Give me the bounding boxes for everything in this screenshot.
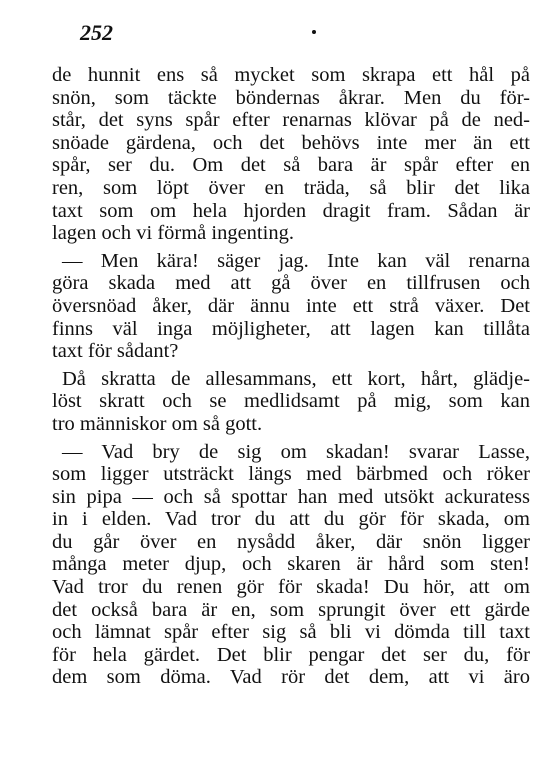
- text-line: som ligger utsträckt längs med bärbmed och röker: [52, 463, 530, 486]
- print-speck: [312, 30, 316, 34]
- text-line: sin pipa — och så spottar han med utsökt ackuratess: [52, 485, 530, 508]
- text-line: och lämnat spår efter sig så bli vi dömda till taxt: [52, 621, 530, 644]
- text-line: de hunnit ens så mycket som skrapa ett hål på: [52, 64, 530, 86]
- text-line: snöade gärdena, och det behövs inte mer än ett: [52, 131, 530, 154]
- text-line: det också bara är en, som sprungit över ett gärde: [52, 598, 530, 621]
- text-line: — Vad bry de sig om skadan! svarar Lasse,: [62, 440, 530, 463]
- text-line: snön, som täckte böndernas åkrar. Men du för-: [52, 86, 530, 109]
- body-text: [52, 64, 530, 689]
- text-line: löst skratt och se medlidsamt på mig, som kan: [52, 390, 530, 413]
- text-line: lagen och vi förmå ingenting.: [52, 222, 294, 245]
- text-line: står, det syns spår efter renarnas klövar på de ned-: [52, 109, 530, 132]
- text-line: taxt som om hela hjorden dragit fram. Sådan är: [52, 199, 530, 222]
- text-line: översnöad åker, där ännu inte ett strå växer. Det: [52, 294, 530, 317]
- text-line: spår, ser du. Om det så bara är spår efter en: [52, 154, 530, 177]
- text-line: taxt för sådant?: [52, 340, 179, 363]
- text-line: tro människor om så gott.: [52, 412, 263, 435]
- text-line: in i elden. Vad tror du att du gör för skada, om: [52, 508, 530, 531]
- text-line: dem som döma. Vad rör det dem, att vi äro: [52, 666, 530, 689]
- text-line: ren, som löpt över en träda, så blir det lika: [52, 176, 530, 199]
- text-line: — Men kära! säger jag. Inte kan väl renarna: [62, 249, 530, 272]
- text-line: för hela gärdet. Det blir pengar det ser du, för: [52, 643, 530, 666]
- text-line: Vad tror du renen gör för skada! Du hör, att om: [52, 576, 530, 599]
- text-line: finns väl inga möjligheter, att lagen kan tillåta: [52, 317, 530, 340]
- text-line: Då skratta de allesammans, ett kort, hårt, glädje-: [62, 367, 530, 390]
- text-line: många meter djup, och skaren är hård som sten!: [52, 553, 530, 576]
- text-line: du går över en nysådd åker, där snön ligger: [52, 530, 530, 553]
- page-number: 252: [80, 20, 113, 45]
- text-line: göra skada med att gå över en tillfrusen och: [52, 272, 530, 295]
